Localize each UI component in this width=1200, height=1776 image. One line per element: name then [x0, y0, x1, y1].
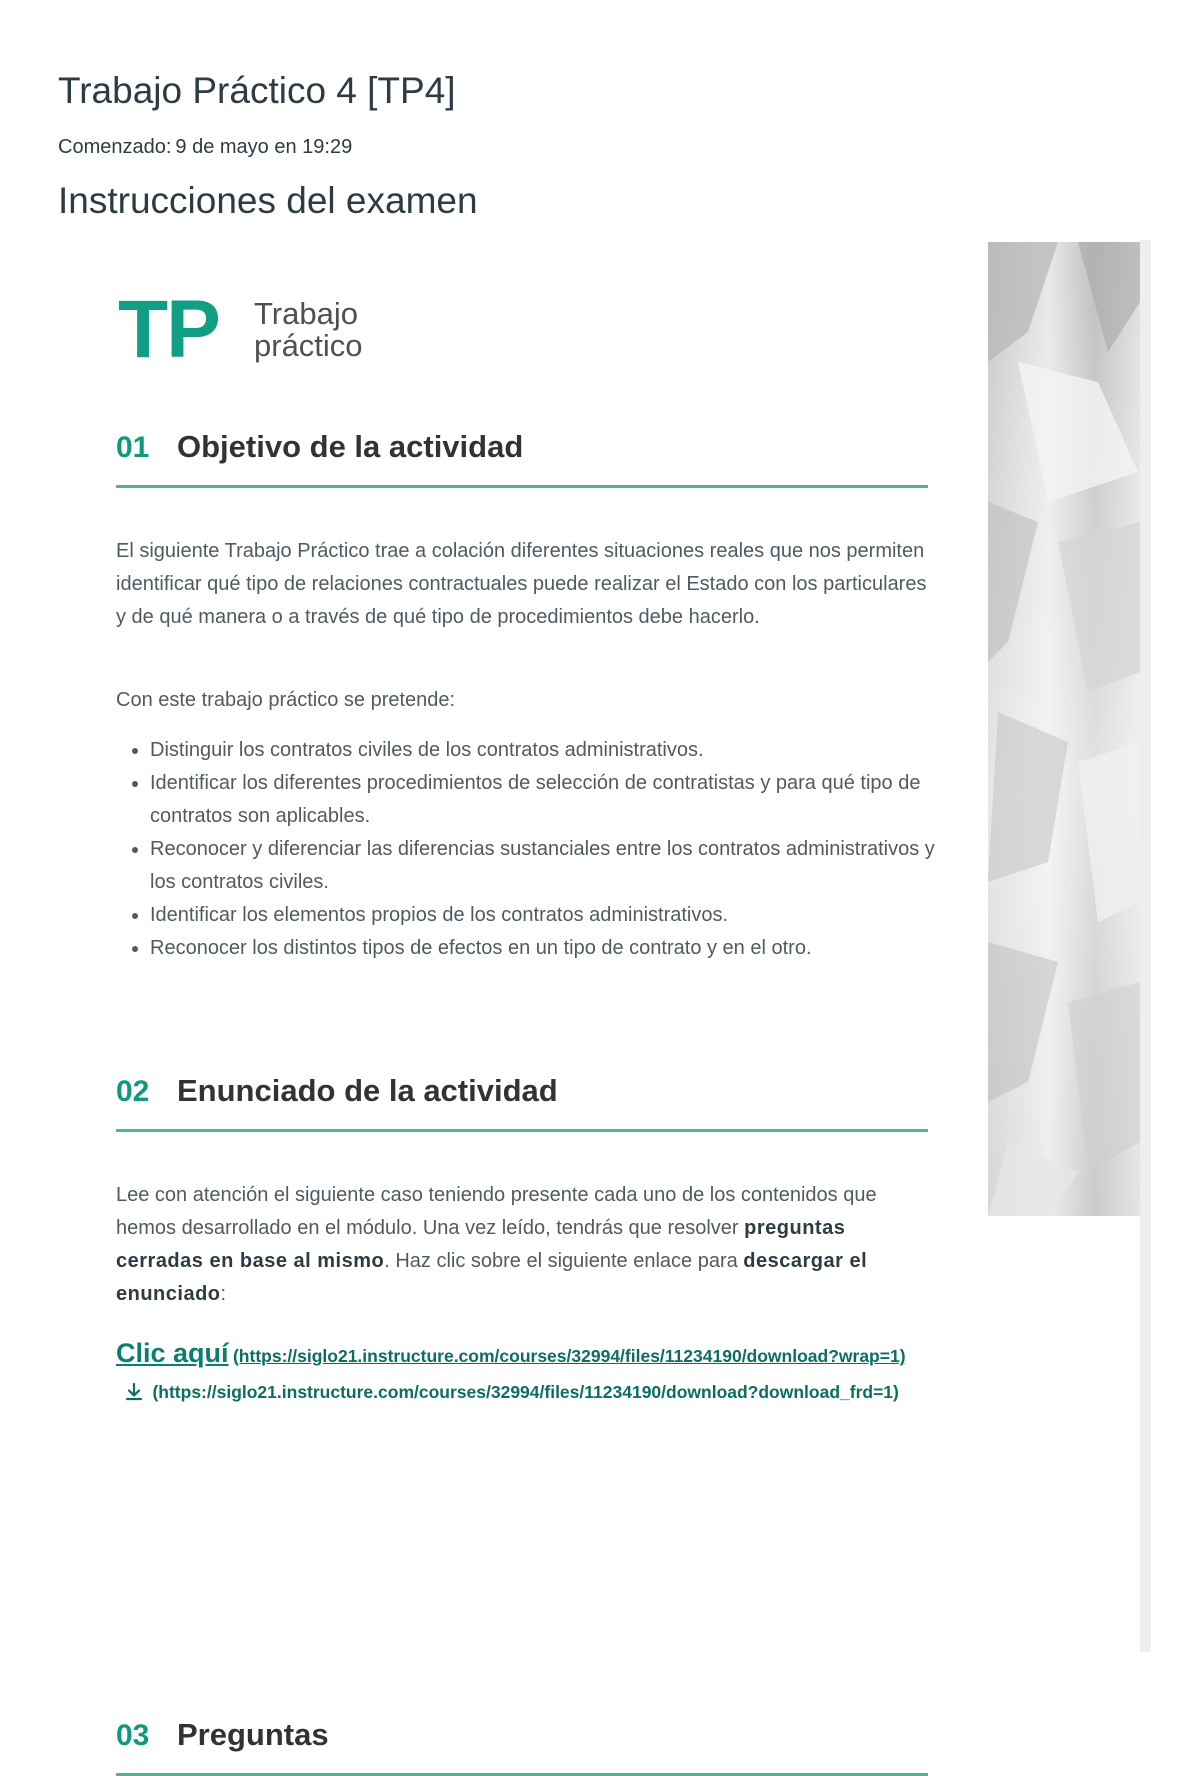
download-link-clic-aqui[interactable]: Clic aquí — [116, 1338, 229, 1368]
list-item: • Distinguir los contratos civiles de los contratos administrativos. — [150, 734, 962, 767]
section-02-header — [116, 1073, 928, 1132]
objectives-list — [116, 734, 962, 965]
page-title: Trabajo Práctico 4 [TP4] — [58, 70, 456, 111]
list-item: • Identificar los elementos propios de los contratos administrativos. — [150, 899, 962, 932]
download-link-url-wrap[interactable]: (https://siglo21.instructure.com/courses/32994/files/11234190/download?wrap=1) — [232, 1346, 906, 1366]
tp-logo-words — [254, 298, 363, 362]
tp-logo-word1: Trabajo — [254, 296, 358, 331]
list-item: • Reconocer y diferenciar las diferencias sustanciales entre los contratos administrativos y los contratos civiles. — [150, 833, 962, 899]
section-03-number: 03 — [116, 1719, 150, 1752]
section-02-text-1: Lee con atención el siguiente caso teniendo presente cada uno de los contenidos que hemos desarrollado en el módulo. Una vez leído, tendrás que resolver — [116, 1184, 877, 1239]
section-01-intro: Con este trabajo práctico se pretende: — [116, 689, 456, 711]
section-03-title: Preguntas — [177, 1717, 329, 1752]
section-02-text-3: : — [220, 1283, 227, 1305]
section-01-header — [116, 429, 928, 488]
section-02-bold-2: descargar el enunciado — [116, 1250, 868, 1305]
section-01-paragraph: El siguiente Trabajo Práctico trae a colación diferentes situaciones reales que nos permiten identificar qué tipo de relaciones contractuales puede realizar el Estado con los particulares y de qué manera o a través de qué tipo de procedimientos debe hacerlo. — [116, 540, 927, 628]
section-02-paragraph — [116, 1179, 928, 1311]
download-icon[interactable] — [124, 1381, 144, 1415]
section-02-text-2: . Haz clic sobre el siguiente enlace para — [384, 1250, 744, 1272]
started-value: 9 de mayo en 19:29 — [175, 136, 353, 158]
section-02-bold-1: preguntas cerradas en base al mismo — [116, 1217, 846, 1272]
list-item: • Reconocer los distintos tipos de efectos en un tipo de contrato y en el otro. — [150, 932, 962, 965]
instructions-title: Instrucciones del examen — [58, 180, 478, 221]
section-01-number: 01 — [116, 431, 150, 464]
download-link-block — [116, 1336, 936, 1415]
scrollbar-track[interactable] — [1140, 240, 1151, 1652]
tp-logo — [116, 284, 416, 375]
started-label: Comenzado: — [58, 136, 172, 158]
decorative-architecture-image — [988, 242, 1140, 1216]
section-01-title: Objetivo de la actividad — [177, 429, 524, 464]
section-02-number: 02 — [116, 1075, 150, 1108]
section-02-title: Enunciado de la actividad — [177, 1073, 558, 1108]
tp-logo-letters: TP — [118, 284, 219, 375]
tp-logo-word2: práctico — [254, 328, 363, 363]
section-03-header — [116, 1717, 928, 1776]
started-info — [58, 136, 356, 159]
download-link-url-direct[interactable]: (https://siglo21.instructure.com/courses/32994/files/11234190/download?download_frd=1) — [152, 1382, 899, 1402]
list-item: • Identificar los diferentes procedimientos de selección de contratistas y para qué tipo de contratos son aplicables. — [150, 767, 962, 833]
